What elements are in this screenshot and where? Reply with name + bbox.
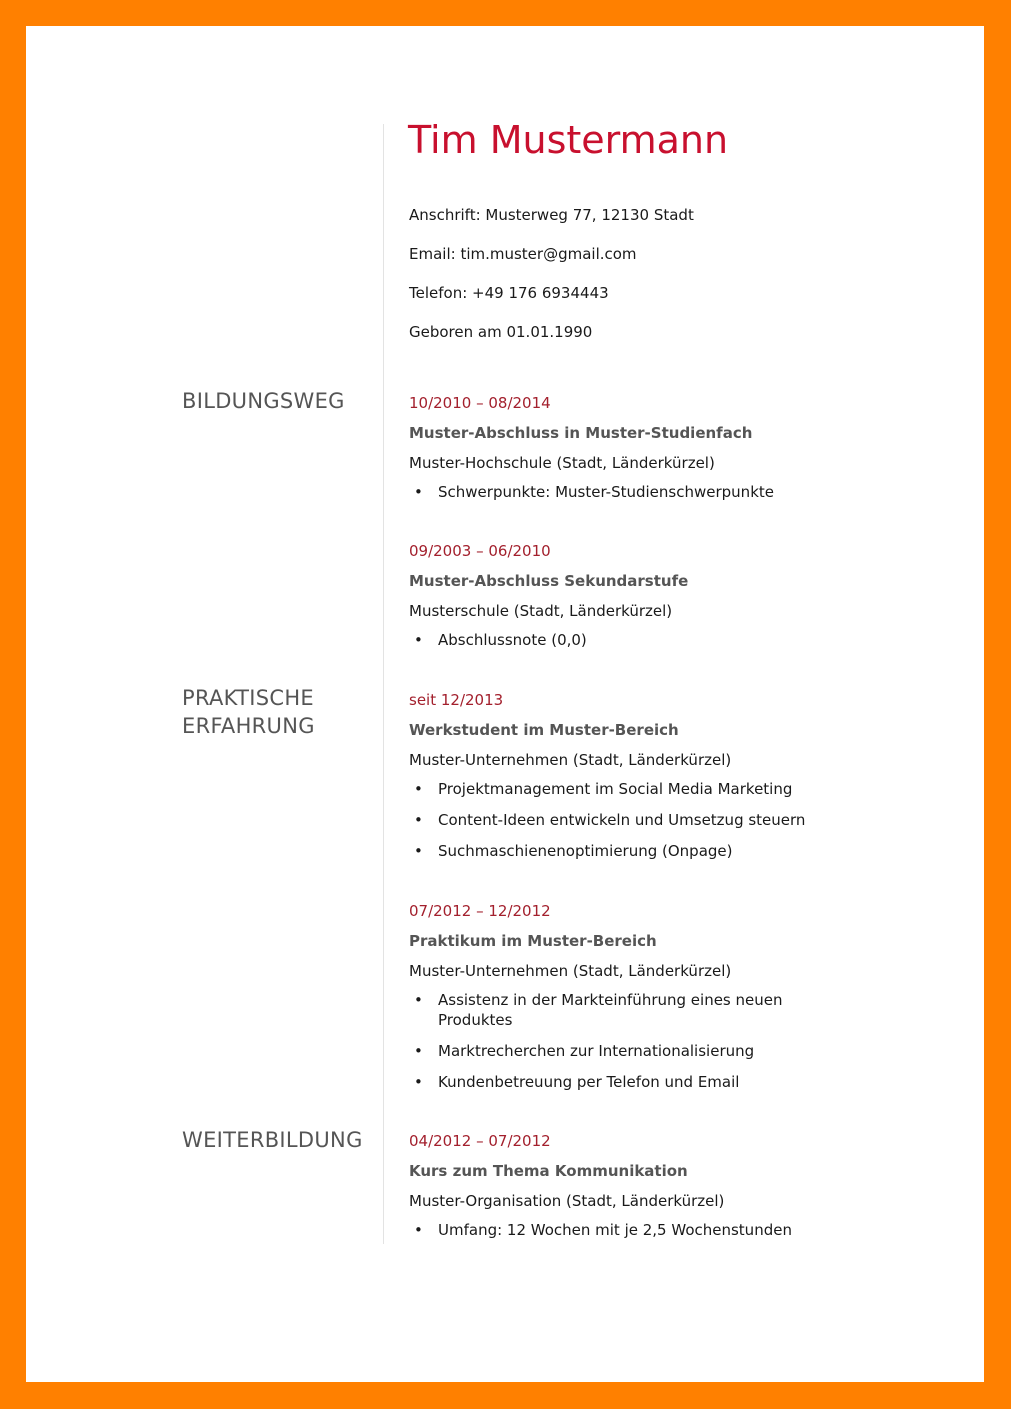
applicant-name: Tim Mustermann <box>408 118 729 162</box>
entry-organization: Muster-Hochschule (Stadt, Länderkürzel) <box>409 454 715 472</box>
entry-bullets <box>409 630 839 650</box>
education-entry-school <box>409 540 839 661</box>
bullet-dot-icon: • <box>414 780 423 798</box>
entry-bullets <box>409 482 839 502</box>
bullet-item: • Umfang: 12 Wochen mit je 2,5 Wochenstunden <box>414 1221 792 1239</box>
bullet-dot-icon: • <box>414 1073 423 1091</box>
bullet-dot-icon: • <box>414 483 423 501</box>
entry-date: 07/2012 – 12/2012 <box>409 902 551 920</box>
bullet-item: • Schwerpunkte: Muster-Studienschwerpunkte <box>414 483 774 501</box>
section-training <box>182 1126 363 1154</box>
entry-title: Werkstudent im Muster-Bereich <box>409 721 679 739</box>
bullet-dot-icon: • <box>414 842 423 860</box>
section-education-label: BILDUNGSWEG <box>182 389 345 413</box>
entry-organization: Musterschule (Stadt, Länderkürzel) <box>409 602 673 620</box>
vertical-divider <box>383 124 384 1244</box>
section-education <box>182 387 345 415</box>
experience-entry-working-student <box>409 689 839 872</box>
bullet-dot-icon: • <box>414 1042 423 1060</box>
section-training-label: WEITERBILDUNG <box>182 1128 363 1152</box>
entry-bullets <box>409 779 839 861</box>
education-entry-university <box>409 392 839 513</box>
bullet-item: • Projektmanagement im Social Media Marketing <box>414 780 793 798</box>
bullet-item: • Marktrecherchen zur Internationalisierung <box>414 1042 755 1060</box>
section-experience <box>182 684 315 740</box>
entry-title: Muster-Abschluss in Muster-Studienfach <box>409 424 753 442</box>
contact-email: Email: tim.muster@gmail.com <box>409 245 637 263</box>
bullet-dot-icon: • <box>414 1221 423 1239</box>
entry-title: Kurs zum Thema Kommunikation <box>409 1162 688 1180</box>
bullet-dot-icon: • <box>414 991 423 1009</box>
bullet-item: • Kundenbetreuung per Telefon und Email <box>414 1073 740 1091</box>
bullet-item: • Assistenz in der Markteinführung eines neuen Produktes <box>414 991 783 1029</box>
entry-date: 10/2010 – 08/2014 <box>409 394 551 412</box>
resume-page <box>26 26 984 1382</box>
entry-date: 09/2003 – 06/2010 <box>409 542 551 560</box>
entry-bullets <box>409 990 789 1092</box>
bullet-dot-icon: • <box>414 811 423 829</box>
entry-date: 04/2012 – 07/2012 <box>409 1132 551 1150</box>
entry-title: Praktikum im Muster-Bereich <box>409 932 657 950</box>
contact-phone: Telefon: +49 176 6934443 <box>409 284 609 302</box>
bullet-item: • Suchmaschienenoptimierung (Onpage) <box>414 842 733 860</box>
section-experience-label-1: PRAKTISCHE <box>182 686 314 710</box>
entry-bullets <box>409 1220 839 1240</box>
entry-organization: Muster-Organisation (Stadt, Länderkürzel) <box>409 1192 725 1210</box>
entry-organization: Muster-Unternehmen (Stadt, Länderkürzel) <box>409 751 732 769</box>
entry-organization: Muster-Unternehmen (Stadt, Länderkürzel) <box>409 962 732 980</box>
bullet-dot-icon: • <box>414 631 423 649</box>
bullet-item: • Abschlussnote (0,0) <box>414 631 587 649</box>
experience-entry-internship <box>409 900 839 1103</box>
training-entry-course <box>409 1130 839 1251</box>
entry-date: seit 12/2013 <box>409 691 504 709</box>
contact-birthdate: Geboren am 01.01.1990 <box>409 323 593 341</box>
contact-address: Anschrift: Musterweg 77, 12130 Stadt <box>409 206 694 224</box>
bullet-item: • Content-Ideen entwickeln und Umsetzug steuern <box>414 811 806 829</box>
section-experience-label-2: ERFAHRUNG <box>182 714 315 738</box>
entry-title: Muster-Abschluss Sekundarstufe <box>409 572 689 590</box>
